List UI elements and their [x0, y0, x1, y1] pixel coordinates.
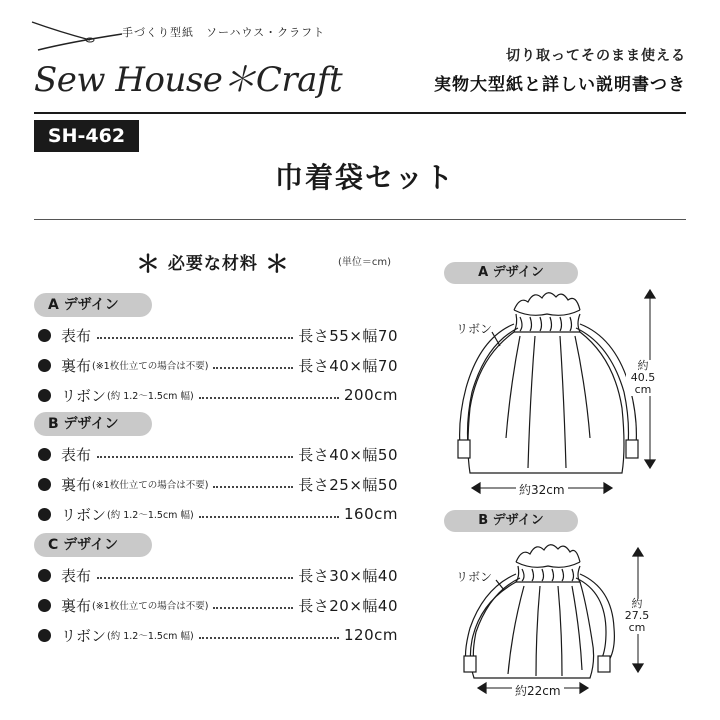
- item-name: リボン: [61, 386, 107, 405]
- item-name: 表布: [61, 326, 92, 345]
- item-name: 裏布: [61, 596, 92, 615]
- item-note: (※1枚仕立ての場合は不要): [92, 361, 209, 372]
- bullet-icon: [38, 508, 51, 521]
- item-value: 長さ55×幅70: [298, 326, 398, 345]
- item-value: 長さ20×幅40: [298, 596, 398, 615]
- product-title: 巾着袋セット: [274, 161, 455, 194]
- headline-small: 切り取ってそのまま使える: [506, 48, 686, 64]
- height-value: 40.5: [630, 371, 656, 384]
- item-value: 200cm: [344, 386, 398, 404]
- diagram-b-ribbon-label: リボン: [456, 570, 493, 584]
- item-name: 表布: [61, 445, 92, 464]
- height-unit: cm: [634, 383, 652, 396]
- leader-dots: [97, 456, 293, 458]
- item-note: (※1枚仕立ての場合は不要): [92, 480, 209, 491]
- bullet-icon: [38, 629, 51, 642]
- diagram-a-width: 約32cm: [516, 481, 568, 498]
- materials-heading: [136, 244, 290, 279]
- bullet-icon: [38, 359, 51, 372]
- list-item: [38, 473, 398, 495]
- bullet-icon: [38, 569, 51, 582]
- bullet-icon: [38, 329, 51, 342]
- headline-large: 実物大型紙と詳しい説明書つき: [434, 75, 686, 95]
- list-item: [38, 624, 398, 646]
- list-item: [38, 384, 398, 406]
- item-name: 表布: [61, 566, 92, 585]
- diagram-a-height: [626, 360, 660, 396]
- bullet-icon: [38, 389, 51, 402]
- leader-dots: [97, 337, 293, 339]
- item-note: (約 1.2～1.5cm 幅): [107, 391, 194, 402]
- diagram-a-ribbon-label: リボン: [456, 322, 493, 336]
- item-note: (約 1.2～1.5cm 幅): [107, 510, 194, 521]
- list-item: [38, 594, 398, 616]
- diagram-b-height: [622, 598, 652, 634]
- item-value: 長さ25×幅50: [298, 475, 398, 494]
- item-value: 長さ40×幅50: [298, 445, 398, 464]
- list-item: [38, 324, 398, 346]
- list-item: [38, 503, 398, 525]
- leader-dots: [213, 367, 293, 369]
- height-prefix: 約: [637, 359, 649, 372]
- top-divider: [34, 112, 686, 114]
- height-unit: cm: [628, 621, 646, 634]
- star-icon: ＊: [136, 250, 161, 278]
- bullet-icon: [38, 478, 51, 491]
- height-prefix: 約: [631, 597, 643, 610]
- item-name: 裏布: [61, 475, 92, 494]
- height-value: 27.5: [624, 609, 650, 622]
- diagram-a-label: A デザイン: [444, 262, 578, 284]
- item-value: 長さ30×幅40: [298, 566, 398, 585]
- item-name: 裏布: [61, 356, 92, 375]
- group-b-label: B デザイン: [34, 412, 152, 436]
- middle-divider: [34, 219, 686, 220]
- item-value: 長さ40×幅70: [298, 356, 398, 375]
- leader-dots: [213, 607, 293, 609]
- bullet-icon: [38, 448, 51, 461]
- materials-heading-text: 必要な材料: [167, 254, 258, 274]
- item-name: リボン: [61, 626, 107, 645]
- item-value: 120cm: [344, 626, 398, 644]
- group-a-label: A デザイン: [34, 293, 152, 317]
- item-note: (※1枚仕立ての場合は不要): [92, 601, 209, 612]
- item-name: リボン: [61, 505, 107, 524]
- product-code: SH-462: [34, 120, 139, 152]
- star-icon: ＊: [264, 250, 290, 278]
- diagram-b-width: 約22cm: [512, 682, 564, 699]
- bullet-icon: [38, 599, 51, 612]
- leader-dots: [97, 577, 293, 579]
- item-note: (約 1.2～1.5cm 幅): [107, 631, 194, 642]
- list-item: [38, 564, 398, 586]
- unit-note: (単位＝cm): [338, 257, 392, 268]
- tagline: 手づくり型紙 ソーハウス・クラフト: [122, 26, 326, 39]
- list-item: [38, 443, 398, 465]
- leader-dots: [199, 397, 339, 399]
- brand-logo: Sew House＊Craft: [34, 60, 343, 100]
- list-item: [38, 354, 398, 376]
- leader-dots: [213, 486, 293, 488]
- diagram-b-label: B デザイン: [444, 510, 578, 532]
- item-value: 160cm: [344, 505, 398, 523]
- leader-dots: [199, 637, 339, 639]
- leader-dots: [199, 516, 339, 518]
- group-c-label: C デザイン: [34, 533, 152, 557]
